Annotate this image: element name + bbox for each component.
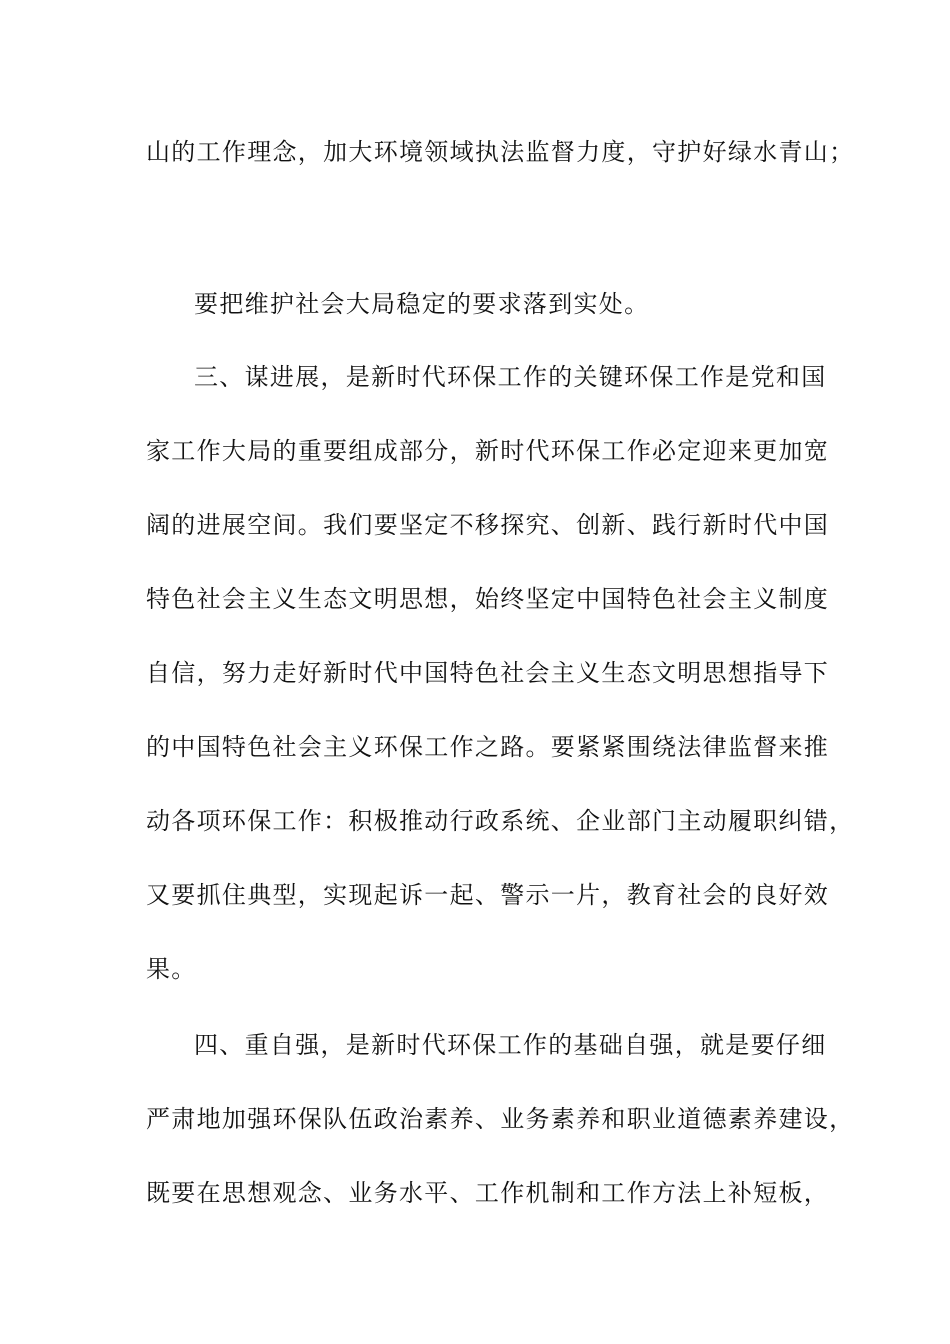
text-line: 的中国特色社会主义环保工作之路。要紧紧围绕法律监督来推	[146, 733, 830, 761]
text-line: 自信，努力走好新时代中国特色社会主义生态文明思想指导下	[146, 659, 830, 687]
text-line: 阔的进展空间。我们要坚定不移探究、创新、践行新时代中国	[146, 511, 830, 539]
text-line: 既要在思想观念、业务水平、工作机制和工作方法上补短板，	[146, 1179, 830, 1207]
text-line: 又要抓住典型，实现起诉一起、警示一片，教育社会的良好效	[146, 881, 830, 909]
text-line: 果。	[146, 955, 197, 983]
text-line: 家工作大局的重要组成部分，新时代环保工作必定迎来更加宽	[146, 437, 830, 465]
text-line: 要把维护社会大局稳定的要求落到实处。	[194, 290, 650, 318]
text-line: 动各项环保工作：积极推动行政系统、企业部门主动履职纠错，	[146, 807, 855, 835]
text-line: 山的工作理念，加大环境领域执法监督力度，守护好绿水青山；	[146, 138, 855, 166]
paragraph-heading-four: 四、重自强，是新时代环保工作的基础自强，就是要仔细	[194, 1031, 827, 1059]
text-line: 特色社会主义生态文明思想，始终坚定中国特色社会主义制度	[146, 585, 830, 613]
paragraph-heading-three: 三、谋进展，是新时代环保工作的关键环保工作是党和国	[194, 363, 827, 391]
text-line: 严肃地加强环保队伍政治素养、业务素养和职业道德素养建设，	[146, 1105, 855, 1133]
